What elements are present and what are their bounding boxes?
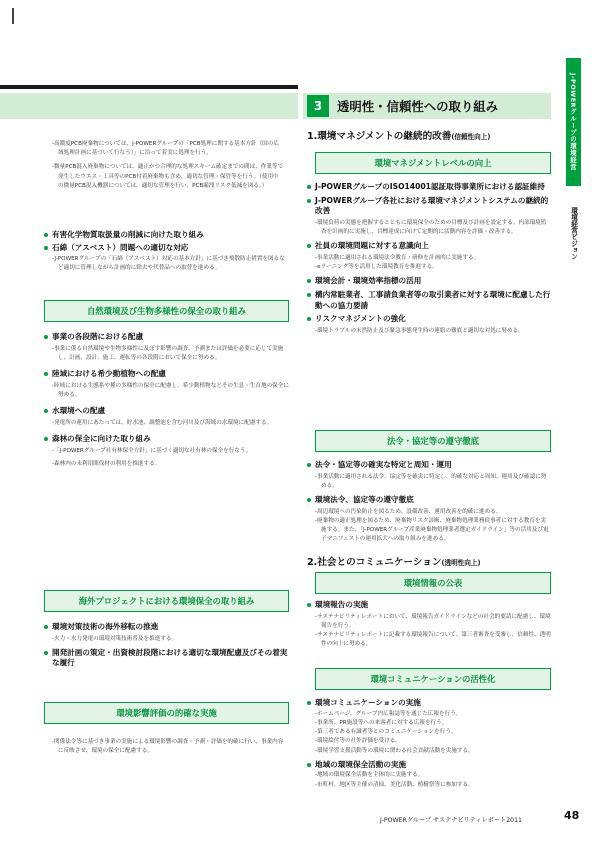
list-item: -事業活動に適用される環境法令教育・研修を計画的に実施する。 xyxy=(315,254,480,261)
section-number: 3 xyxy=(307,95,329,117)
list-item: -火力・水力発電の環境対策技術普及を推進する。 xyxy=(52,635,178,642)
bullet-heading: 水環境への配慮 xyxy=(44,406,289,417)
bullet-heading: 事業の各段階における配慮 xyxy=(44,332,289,343)
list-item: -関係法令等に基づき事業の実施による環境影響の調査・予測・評価を的確に行い、事業内容に反映させ、環境の保全に配慮する。 xyxy=(52,739,284,755)
list-item: -陸域における生態系や種の多様性の保全に配慮し、希少動植物などその生息・生育地の保全に努める。 xyxy=(52,382,289,398)
bullet-heading: 森林の保全に向けた取り組み xyxy=(44,434,289,445)
bullet-heading: 社員の環境問題に対する意識向上 xyxy=(307,241,551,252)
law-box: 法令・協定等の遵守徹底 xyxy=(315,430,551,452)
disclosure-box: 環境情報の公表 xyxy=(315,572,551,594)
list-item: -ホームページ、グループ内広報誌等を通じた広報を行う。 xyxy=(315,710,462,717)
list-item: -市町村、地区等主催の清掃、美化活動、植樹祭等に参加する。 xyxy=(315,781,474,788)
crop-mark xyxy=(12,8,14,24)
bullet-heading: 地域の環境保全活動の実施 xyxy=(307,760,551,771)
sidebar-tab: J-POWERグループの環境経営 xyxy=(566,58,581,186)
bullet-heading: リスクマネジメントの強化 xyxy=(307,314,551,325)
eia-block xyxy=(52,738,284,756)
nature-block xyxy=(44,332,289,469)
section-title: 透明性・信頼性への取り組み xyxy=(337,99,499,114)
list-item: -「J-POWERグループ社有林保全方針」に基づく適切な社有林の保全を行なう。 xyxy=(52,447,252,454)
list-item: -環境絵付等の社外評価を受ける。 xyxy=(315,738,401,745)
bullet-heading: 環境法令、協定等の遵守徹底 xyxy=(307,495,551,506)
bullet-heading: 環境コミュニケーションの実施 xyxy=(307,698,551,709)
bullet-heading: 有害化学物質取扱量の削減に向けた取り組み xyxy=(44,230,289,241)
left-header-band xyxy=(0,93,298,119)
list-item: -サステナビリティレポートに記載する環境報告について、第三者審査を受審し、信頼性、透明性の向上に努める。 xyxy=(315,632,551,648)
list-item: -発電所の運用にあたっては、貯水池、調整池を含む河川及び海域の水環境に配慮する。 xyxy=(52,419,273,426)
bullet-heading: J-POWERグループ各社における環境マネジメントシステムの継続的改善 xyxy=(307,196,551,217)
overseas-block xyxy=(44,622,289,669)
disclosure-block xyxy=(307,600,551,650)
heading-1 xyxy=(307,128,490,142)
list-item: -周辺環境への汚染防止を図るため、設備改善、運用改善を的確に進める。 xyxy=(315,508,502,515)
list-item: -地域の環境保全活動を主体的に実施する。 xyxy=(315,772,424,779)
section-title-bar xyxy=(303,93,551,119)
overseas-box: 海外プロジェクトにおける環境保全の取り組み xyxy=(44,590,289,612)
law-block xyxy=(307,460,551,545)
list-item: -高濃度PCB廃棄物については、J-POWERグループの「PCB処理に関する基本方針（国の広域処理計画に基づいて行なう）」に沿って着実に処理を行う。 xyxy=(52,141,279,157)
level-block xyxy=(307,182,551,336)
bullet-heading: 構内常駐業者、工事請負業者等の取引業者に対する環境に配慮した行動への協力要請 xyxy=(307,290,551,311)
comm-box: 環境コミュニケーションの活性化 xyxy=(315,668,551,690)
nature-box: 自然環境及び生物多様性の保全の取り組み xyxy=(44,300,289,322)
footer-text: J-POWERグループ サステナビリティレポート2011 xyxy=(380,817,522,824)
list-item: -サステナビリティレポートにおいて、環境報告ガイドラインなどの社会的要請に配慮し、環境報告を行う。 xyxy=(315,613,551,629)
heading-1-text: 1.環境マネジメントの継続的改善 xyxy=(307,131,452,142)
bullet-heading: 環境会計・環境効率指標の活用 xyxy=(307,276,551,287)
eia-box: 環境影響評価の的確な実施 xyxy=(44,702,289,724)
bullet-heading: 環境対策技術の海外移転の推進 xyxy=(44,622,289,633)
heading-2-text: 2.社会とのコミュニケーション xyxy=(307,557,442,568)
list-item: -J-POWERグループの「石綿（アスベスト）対応の基本方針」に基づき飛散防止措置を図るなど適切に管理しながら計画的に除去や代替品への取替を進める。 xyxy=(52,256,285,272)
comm-block xyxy=(307,698,551,790)
pcb-block xyxy=(52,140,284,191)
chem-block xyxy=(44,230,289,274)
list-item: -廃棄物の適正処理を図るため、廃棄物リスク診断、廃棄物処理業務従事者に対する教育を実施する。また、「J-POWERグループ産業廃棄物処理業者選定ガイドライン」等の活用及び電子マニフェストの運用拡大への取り組みを進める。 xyxy=(315,517,549,543)
list-item: -第三者である有識者等とのコミュニケーションを行う。 xyxy=(315,729,457,736)
sidebar-sub-label: 環境経営ビジョン xyxy=(569,206,578,260)
page-number: 48 xyxy=(564,809,580,822)
heading-2 xyxy=(307,554,480,568)
list-item: -事業に係る自然環境や生物多様性に及ぼす影響の調査、予測または評価を必要に応じて実施し、計画、設計、施工、運転等の各段階において保全に努める。 xyxy=(52,345,284,361)
list-item: -事業所、PR施設等への来客者に対する広報を行う。 xyxy=(315,719,448,726)
list-item: -eラーニング等を活用した環境教育を推進する。 xyxy=(315,264,438,271)
heading-2-note: (透明性向上) xyxy=(441,559,481,567)
list-item: -環境トラブルの未然防止及び緊急事態発生時の連絡の徹底と適切な対処に努める。 xyxy=(315,327,524,334)
bullet-heading: 法令・協定等の確実な特定と周知・運用 xyxy=(307,460,551,471)
bullet-heading: 陸域における希少動植物への配慮 xyxy=(44,369,289,380)
bullet-heading: J-POWERグループのISO14001認証取得事業所における認証維持 xyxy=(307,182,551,193)
header-rule xyxy=(0,85,298,89)
bullet-heading: 石綿（アスベスト）問題への適切な対応 xyxy=(44,243,289,254)
list-item: -事業活動に適用される法令、協定等を確実に特定し、的確な対応と周知、運用及び確認に努める。 xyxy=(315,473,547,489)
bullet-heading: 環境報告の実施 xyxy=(307,600,551,611)
list-item: -森林内の未利用間伐材の利用を推進する。 xyxy=(52,460,161,467)
heading-1-note: (信頼性向上) xyxy=(451,133,491,141)
list-item: -環境負荷の実態を把握するとともに環境保全のための目標及び計画を設定する。内部環境監査を計画的に実施し、目標達成に向けて定期的に活動内容を評価・改善する。 xyxy=(315,219,547,236)
bullet-heading: 開発計画の策定・出資検討段階における適切な環境配慮及びその着実な履行 xyxy=(44,648,289,669)
list-item: -微量PCB混入廃棄物については、適正かつ合理的な処理スキーム確定までの間は、作業等で発生したウエス・工具等のPCB付着廃棄物も含め、適切な管理・保管等を行う。（使用中の微量PCB混入機器については、適切な管理を行い、PCB漏洩リスク低減を図る。） xyxy=(52,164,284,189)
list-item: -環境学習支援活動等の環境に関わる社会貢献活動を実施する。 xyxy=(315,747,474,754)
level-box: 環境マネジメントレベルの向上 xyxy=(315,152,551,174)
